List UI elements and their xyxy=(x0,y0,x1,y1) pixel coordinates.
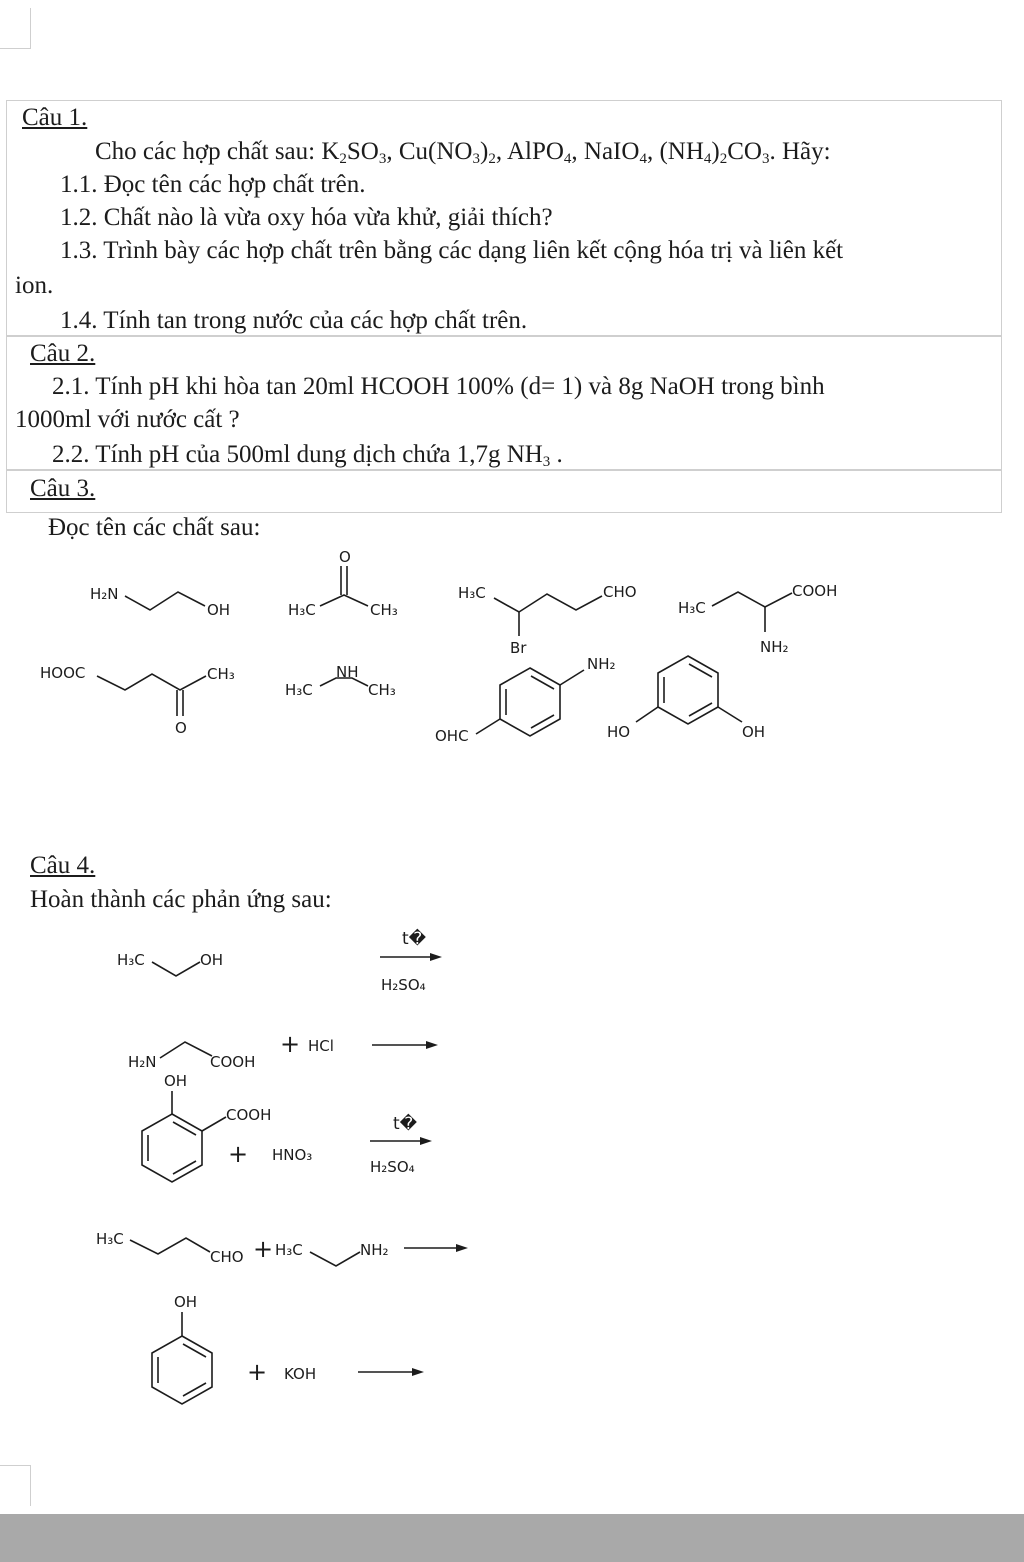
page-corner-bottom xyxy=(0,1465,31,1506)
r4-plus: + xyxy=(253,1235,274,1263)
r3-condition-bottom: H₂SO₄ xyxy=(370,1158,415,1176)
m2-o-label: O xyxy=(339,548,351,566)
q4-intro: Hoàn thành các phản ứng sau: xyxy=(30,886,332,913)
r1-bonds xyxy=(152,962,200,976)
viewer-bottom-bar xyxy=(0,1514,1024,1562)
q1-intro: Cho các hợp chất sau: $K_2SO_3$, $Cu(NO_3)_2$, AlPO$_4$, NaIO$_4$, $(NH_4)_2CO_3$. Hãy: xyxy=(95,138,831,167)
structure-dimethylamine xyxy=(285,663,396,699)
r1-oh-label: OH xyxy=(200,951,224,969)
r1-arrowhead xyxy=(430,953,442,961)
r3-ring xyxy=(142,1114,202,1182)
r5-arrowhead xyxy=(412,1368,424,1376)
structure-acetone xyxy=(288,548,398,619)
m7-ring-inner-2 xyxy=(531,715,554,728)
q1-item-3b: ion. xyxy=(15,272,54,299)
r3-oh-label: OH xyxy=(164,1072,188,1090)
r2-arrowhead xyxy=(426,1041,438,1049)
structure-oxopentanoic-acid xyxy=(40,664,235,737)
r3-reagent: HNO₃ xyxy=(272,1146,313,1164)
q2-item-1b: 1000ml với nước cất ? xyxy=(15,406,240,433)
reaction-5 xyxy=(152,1293,424,1404)
m7-nh2-label: NH₂ xyxy=(587,655,616,673)
m1-bonds xyxy=(125,592,205,610)
page-corner-top xyxy=(0,8,31,49)
q1-item-2: 1.2. Chất nào là vừa oxy hóa vừa khử, giải thích? xyxy=(60,204,553,231)
m7-ring-inner-3 xyxy=(531,676,554,689)
m8-oh-bond-right xyxy=(718,707,742,722)
structure-aminobenzaldehyde xyxy=(435,655,616,745)
r4-bonds xyxy=(130,1238,210,1254)
r4-h3c-label: H₃C xyxy=(96,1230,124,1248)
q2-item-1a: 2.1. Tính pH khi hòa tan 20ml HCOOH 100% (d= 1) và 8g NaOH trong bình xyxy=(52,373,825,400)
q3-heading: Câu 3. xyxy=(30,475,96,502)
m7-ohc-label: OHC xyxy=(435,727,469,745)
q2-item-2: 2.2. Tính pH của 500ml dung dịch chứa 1,7g $NH_3$ . xyxy=(52,441,563,470)
m2-ch3-label: CH₃ xyxy=(370,601,398,619)
m6-h3c-label: H₃C xyxy=(285,681,313,699)
r2-cooh-label: COOH xyxy=(210,1053,256,1071)
m5-hooc-label: HOOC xyxy=(40,664,86,682)
m5-bonds xyxy=(97,674,206,690)
r3-ring-inner-2 xyxy=(173,1161,196,1174)
r5-plus: + xyxy=(247,1358,268,1386)
reaction-1 xyxy=(117,928,442,994)
q3-structures xyxy=(0,540,1024,760)
r4-bonds-2 xyxy=(310,1252,360,1266)
m4-h3c-label: H₃C xyxy=(678,599,706,617)
m7-cho-bond xyxy=(476,719,500,734)
r2-bonds xyxy=(160,1042,212,1058)
r3-ring-inner-3 xyxy=(173,1122,196,1135)
m6-ch3-label: CH₃ xyxy=(368,681,396,699)
q4-reactions xyxy=(0,920,1024,1420)
m3-cho-label: CHO xyxy=(603,583,637,601)
structure-aminobutanoic-acid xyxy=(678,582,837,656)
r3-plus: + xyxy=(228,1140,249,1168)
q1-item-3a: 1.3. Trình bày các hợp chất trên bằng các dạng liên kết cộng hóa trị và liên kết xyxy=(60,237,844,264)
m1-oh-label: OH xyxy=(207,601,231,619)
m8-ho-label: HO xyxy=(607,723,631,741)
r4-h3c-2-label: H₃C xyxy=(275,1241,303,1259)
r3-cooh-label: COOH xyxy=(226,1106,272,1124)
r3-condition-top: t� xyxy=(393,1114,418,1134)
q2-heading: Câu 2. xyxy=(30,340,96,367)
r4-arrowhead xyxy=(456,1244,468,1252)
r4-cho-label: CHO xyxy=(210,1248,244,1266)
q4-heading: Câu 4. xyxy=(30,852,96,879)
m4-nh2-label: NH₂ xyxy=(760,638,789,656)
m2-bonds xyxy=(320,595,368,606)
m7-nh2-bond xyxy=(560,670,584,685)
r5-ring-inner-3 xyxy=(183,1344,206,1357)
r5-ring xyxy=(152,1336,212,1404)
r5-reagent: KOH xyxy=(284,1365,317,1383)
r4-nh2-label: NH₂ xyxy=(360,1241,389,1259)
r5-oh-label: OH xyxy=(174,1293,198,1311)
m3-bonds xyxy=(494,594,602,612)
m8-oh-label: OH xyxy=(742,723,766,741)
structure-resorcinol xyxy=(607,656,765,741)
structure-ethanolamine xyxy=(90,585,230,619)
q3-box xyxy=(6,470,1002,513)
q1-item-4: 1.4. Tính tan trong nước của các hợp chất trên. xyxy=(60,307,528,334)
m1-nh2-label: H₂N xyxy=(90,585,119,603)
m8-ring xyxy=(658,656,718,724)
m3-h3c-label: H₃C xyxy=(458,584,486,602)
m2-h3c-label: H₃C xyxy=(288,601,316,619)
m7-ring xyxy=(500,668,560,736)
q1-item-1: 1.1. Đọc tên các hợp chất trên. xyxy=(60,171,366,198)
r3-arrowhead xyxy=(420,1137,432,1145)
r2-plus: + xyxy=(280,1030,301,1058)
reaction-4 xyxy=(96,1230,468,1266)
q3-intro: Đọc tên các chất sau: xyxy=(48,514,261,541)
m5-ch3-label: CH₃ xyxy=(207,665,235,683)
structure-bromopentanal xyxy=(458,583,637,657)
r3-cooh-bond xyxy=(202,1117,226,1131)
reaction-2 xyxy=(128,1030,438,1071)
m8-oh-bond-left xyxy=(636,707,658,722)
m4-bonds xyxy=(712,592,792,607)
m4-cooh-label: COOH xyxy=(792,582,838,600)
reaction-3 xyxy=(142,1072,432,1182)
m8-ring-inner-3 xyxy=(689,703,712,716)
r2-h2n-label: H₂N xyxy=(128,1053,157,1071)
r2-reagent: HCl xyxy=(308,1037,334,1055)
r1-condition-bottom: H₂SO₄ xyxy=(381,976,426,994)
m6-nh-label: NH xyxy=(336,663,359,681)
r1-h3c-label: H₃C xyxy=(117,951,145,969)
r5-ring-inner-2 xyxy=(183,1383,206,1396)
m3-br-label: Br xyxy=(510,639,527,657)
m5-o-label: O xyxy=(175,719,187,737)
r1-condition-top: t� xyxy=(402,929,427,949)
m8-ring-inner-2 xyxy=(689,664,712,677)
q1-heading: Câu 1. xyxy=(22,104,88,131)
